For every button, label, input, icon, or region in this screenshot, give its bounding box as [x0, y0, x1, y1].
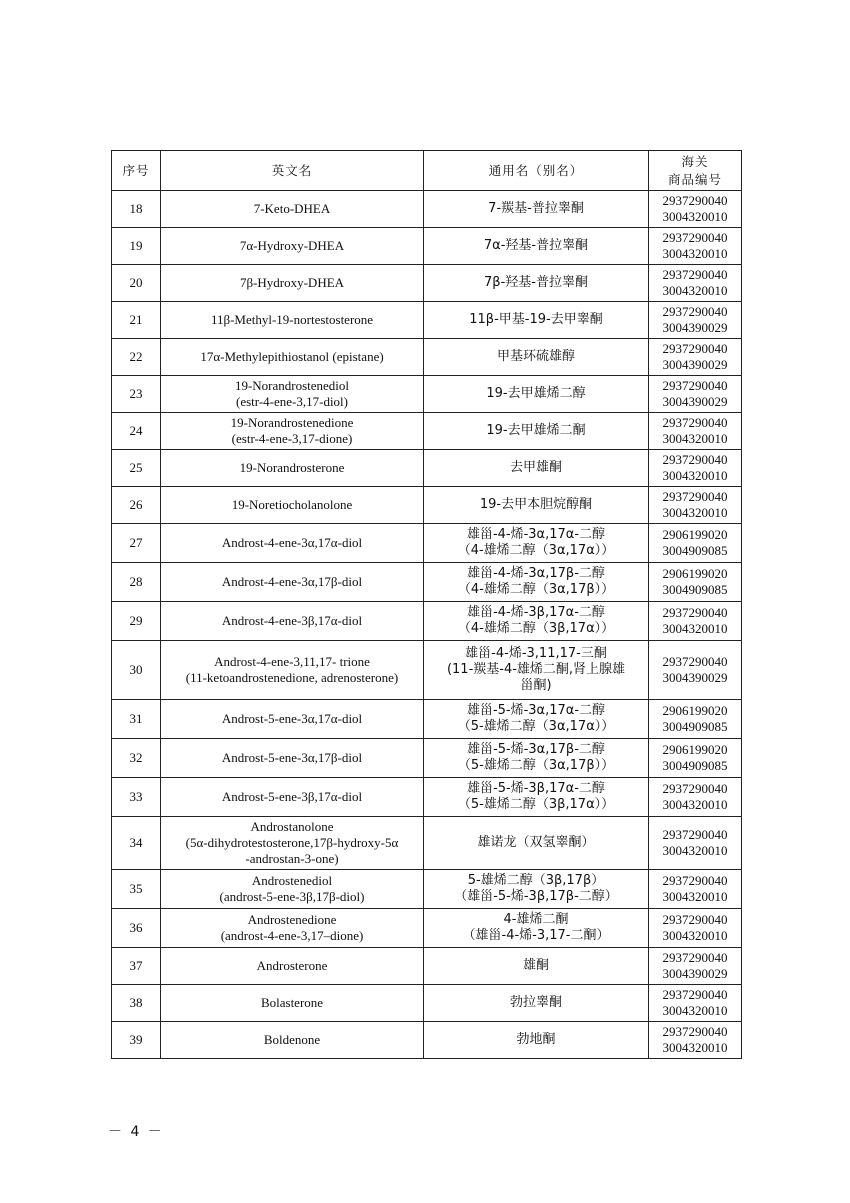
row-english-name: 7-Keto-DHEA	[161, 191, 424, 228]
row-common-name: 雄甾-4-烯-3β,17α-二醇 （4-雄烯二醇（3β,17α））	[424, 602, 649, 641]
row-customs-code: 2937290040 3004320010	[649, 265, 742, 302]
row-english-name: Boldenone	[161, 1022, 424, 1059]
row-english-name: 19-Norandrostenediol (estr-4-ene-3,17-diol)	[161, 376, 424, 413]
row-english-name: Androst-4-ene-3α,17β-diol	[161, 563, 424, 602]
row-customs-code: 2937290040 3004320010	[649, 870, 742, 909]
row-english-name: 19-Norandrostenedione (estr-4-ene-3,17-dione)	[161, 413, 424, 450]
header-english-name: 英文名	[161, 151, 424, 191]
row-serial-number: 29	[112, 602, 161, 641]
row-serial-number: 26	[112, 487, 161, 524]
row-serial-number: 28	[112, 563, 161, 602]
row-customs-code: 2937290040 3004320010	[649, 487, 742, 524]
row-common-name: 勃拉睾酮	[424, 985, 649, 1022]
row-serial-number: 33	[112, 778, 161, 817]
row-customs-code: 2937290040 3004390029	[649, 948, 742, 985]
table-row	[112, 228, 742, 265]
row-serial-number: 31	[112, 700, 161, 739]
row-common-name: 去甲雄酮	[424, 450, 649, 487]
row-common-name: 11β-甲基-19-去甲睾酮	[424, 302, 649, 339]
row-customs-code: 2937290040 3004390029	[649, 302, 742, 339]
table-row	[112, 450, 742, 487]
row-english-name: Androst-4-ene-3,11,17- trione (11-ketoandrostenedione, adrenosterone)	[161, 641, 424, 700]
row-customs-code: 2937290040 3004320010	[649, 778, 742, 817]
header-common-name: 通用名（别名）	[424, 151, 649, 191]
row-serial-number: 39	[112, 1022, 161, 1059]
row-serial-number: 19	[112, 228, 161, 265]
row-serial-number: 24	[112, 413, 161, 450]
row-english-name: Androst-5-ene-3β,17α-diol	[161, 778, 424, 817]
row-customs-code: 2906199020 3004909085	[649, 739, 742, 778]
table-row	[112, 339, 742, 376]
row-common-name: 7β-羟基-普拉睾酮	[424, 265, 649, 302]
row-english-name: Androst-4-ene-3β,17α-diol	[161, 602, 424, 641]
row-customs-code: 2906199020 3004909085	[649, 700, 742, 739]
row-english-name: Androstanolone (5α-dihydrotestosterone,17β-hydroxy-5α -androstan-3-one)	[161, 817, 424, 870]
row-common-name: 5-雄烯二醇（3β,17β） （雄甾-5-烯-3β,17β-二醇）	[424, 870, 649, 909]
table-row	[112, 602, 742, 641]
row-customs-code: 2937290040 3004390029	[649, 376, 742, 413]
row-common-name: 19-去甲雄烯二醇	[424, 376, 649, 413]
row-common-name: 雄甾-4-烯-3α,17β-二醇 （4-雄烯二醇（3α,17β））	[424, 563, 649, 602]
header-customs-code: 海关 商品编号	[649, 151, 742, 191]
row-customs-code: 2937290040 3004320010	[649, 1022, 742, 1059]
row-common-name: 雄甾-4-烯-3,11,17-三酮 (11-羰基-4-雄烯二酮,肾上腺雄 甾酮)	[424, 641, 649, 700]
table-row	[112, 985, 742, 1022]
row-serial-number: 18	[112, 191, 161, 228]
table-row	[112, 817, 742, 870]
row-english-name: Androsterone	[161, 948, 424, 985]
substance-table	[111, 150, 742, 1059]
table-row	[112, 739, 742, 778]
row-serial-number: 35	[112, 870, 161, 909]
header-serial-number: 序号	[112, 151, 161, 191]
row-common-name: 19-去甲本胆烷醇酮	[424, 487, 649, 524]
row-common-name: 雄诺龙（双氢睾酮）	[424, 817, 649, 870]
row-serial-number: 32	[112, 739, 161, 778]
table-row	[112, 487, 742, 524]
row-common-name: 雄甾-4-烯-3α,17α-二醇 （4-雄烯二醇（3α,17α））	[424, 524, 649, 563]
row-common-name: 7α-羟基-普拉睾酮	[424, 228, 649, 265]
row-customs-code: 2937290040 3004390029	[649, 641, 742, 700]
row-customs-code: 2937290040 3004320010	[649, 450, 742, 487]
row-common-name: 7-羰基-普拉睾酮	[424, 191, 649, 228]
row-serial-number: 37	[112, 948, 161, 985]
table-row	[112, 265, 742, 302]
row-english-name: 19-Norandrosterone	[161, 450, 424, 487]
row-serial-number: 21	[112, 302, 161, 339]
row-english-name: Bolasterone	[161, 985, 424, 1022]
table-row	[112, 413, 742, 450]
table-header-row	[112, 151, 742, 191]
table-row	[112, 563, 742, 602]
row-common-name: 19-去甲雄烯二酮	[424, 413, 649, 450]
table-row	[112, 1022, 742, 1059]
row-serial-number: 34	[112, 817, 161, 870]
row-english-name: 7β-Hydroxy-DHEA	[161, 265, 424, 302]
row-customs-code: 2937290040 3004320010	[649, 602, 742, 641]
row-english-name: Androst-5-ene-3α,17α-diol	[161, 700, 424, 739]
table-row	[112, 376, 742, 413]
table-row	[112, 302, 742, 339]
row-serial-number: 25	[112, 450, 161, 487]
row-serial-number: 23	[112, 376, 161, 413]
row-common-name: 甲基环硫雄醇	[424, 339, 649, 376]
row-english-name: Androstenediol (androst-5-ene-3β,17β-diol)	[161, 870, 424, 909]
row-serial-number: 30	[112, 641, 161, 700]
table-row	[112, 641, 742, 700]
row-english-name: Androst-4-ene-3α,17α-diol	[161, 524, 424, 563]
table-row	[112, 700, 742, 739]
row-customs-code: 2906199020 3004909085	[649, 563, 742, 602]
row-serial-number: 22	[112, 339, 161, 376]
row-serial-number: 20	[112, 265, 161, 302]
row-customs-code: 2937290040 3004320010	[649, 909, 742, 948]
row-common-name: 雄甾-5-烯-3β,17α-二醇 （5-雄烯二醇（3β,17α））	[424, 778, 649, 817]
table-row	[112, 524, 742, 563]
row-english-name: Androst-5-ene-3α,17β-diol	[161, 739, 424, 778]
row-customs-code: 2937290040 3004320010	[649, 191, 742, 228]
row-english-name: 11β-Methyl-19-nortestosterone	[161, 302, 424, 339]
row-common-name: 勃地酮	[424, 1022, 649, 1059]
row-english-name: Androstenedione (androst-4-ene-3,17–dione)	[161, 909, 424, 948]
table-row	[112, 778, 742, 817]
table-row	[112, 948, 742, 985]
row-english-name: 7α-Hydroxy-DHEA	[161, 228, 424, 265]
row-serial-number: 38	[112, 985, 161, 1022]
row-customs-code: 2937290040 3004320010	[649, 985, 742, 1022]
row-customs-code: 2906199020 3004909085	[649, 524, 742, 563]
table-row	[112, 191, 742, 228]
row-common-name: 雄甾-5-烯-3α,17α-二醇 （5-雄烯二醇（3α,17α））	[424, 700, 649, 739]
table-row	[112, 870, 742, 909]
page-number: － 4 －	[108, 1124, 164, 1140]
row-common-name: 4-雄烯二酮 （雄甾-4-烯-3,17-二酮）	[424, 909, 649, 948]
row-customs-code: 2937290040 3004320010	[649, 228, 742, 265]
row-customs-code: 2937290040 3004390029	[649, 339, 742, 376]
row-serial-number: 27	[112, 524, 161, 563]
row-customs-code: 2937290040 3004320010	[649, 413, 742, 450]
row-common-name: 雄甾-5-烯-3α,17β-二醇 （5-雄烯二醇（3α,17β））	[424, 739, 649, 778]
table-row	[112, 909, 742, 948]
row-customs-code: 2937290040 3004320010	[649, 817, 742, 870]
row-english-name: 17α-Methylepithiostanol (epistane)	[161, 339, 424, 376]
row-serial-number: 36	[112, 909, 161, 948]
row-english-name: 19-Noretiocholanolone	[161, 487, 424, 524]
row-common-name: 雄酮	[424, 948, 649, 985]
